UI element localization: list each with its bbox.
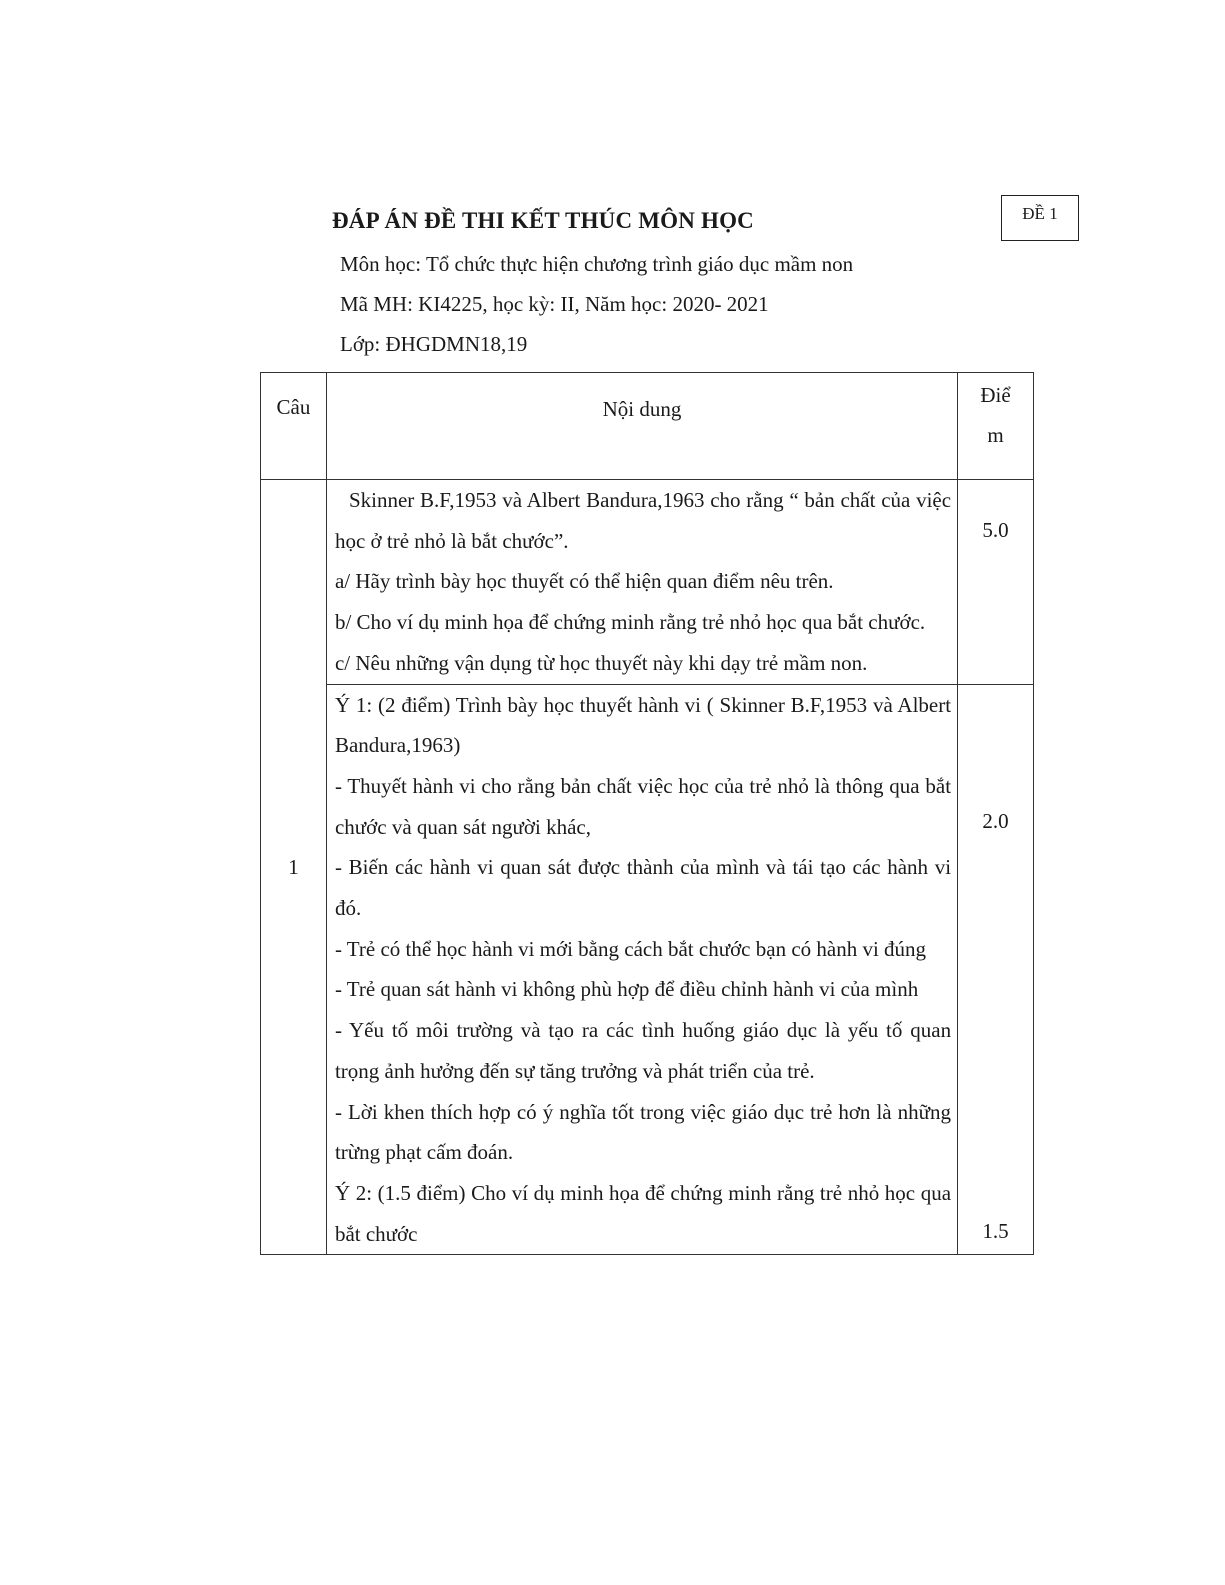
document-title: ĐÁP ÁN ĐỀ THI KẾT THÚC MÔN HỌC <box>332 208 754 233</box>
answer-line: - Lời khen thích hợp có ý nghĩa tốt trong việc giáo dục trẻ hơn là những trừng phạt cấm đoán. <box>334 1099 952 1165</box>
answer-line: - Thuyết hành vi cho rằng bản chất việc học của trẻ nhỏ là thông qua bắt chước và quan sát người khác, <box>334 773 952 839</box>
question-score-cell <box>958 480 1034 685</box>
question-line: b/ Cho ví dụ minh họa để chứng minh rằng trẻ nhỏ học qua bắt chước. <box>334 610 926 635</box>
exam-code-box: ĐỀ 1 <box>1001 195 1079 241</box>
question-content <box>326 480 957 685</box>
subject-line: Môn học: Tổ chức thực hiện chương trình giáo dục mầm non <box>340 252 854 276</box>
course-line: Mã MH: KI4225, học kỳ: II, Năm học: 2020- 2021 <box>340 292 769 316</box>
question-line: Skinner B.F,1953 và Albert Bandura,1963 cho rằng “ bản chất của việc học ở trẻ nhỏ là bắt chước”. <box>334 488 952 553</box>
table-row <box>261 480 1034 685</box>
table-row <box>261 684 1034 1255</box>
header-score-line2: m <box>987 423 1004 447</box>
answer-line: - Biến các hành vi quan sát được thành của mình và tái tạo các hành vi đó. <box>334 855 952 921</box>
answer-line: - Yếu tố môi trường và tạo ra các tình huống giáo dục là yếu tố quan trọng ảnh hưởng đến sự tăng trưởng và phát triển của trẻ. <box>334 1018 952 1083</box>
question-line: c/ Nêu những vận dụng từ học thuyết này khi dạy trẻ mầm non. <box>334 650 868 675</box>
question-number: 1 <box>261 480 327 1255</box>
answer-score-2: 1.5 <box>982 1218 1009 1243</box>
question-line: a/ Hãy trình bày học thuyết có thể hiện quan điểm nêu trên. <box>334 569 834 594</box>
answer-score-1: 2.0 <box>982 808 1009 833</box>
answer-line: - Trẻ có thể học hành vi mới bằng cách bắt chước bạn có hành vi đúng <box>334 936 927 961</box>
answer-table <box>260 372 1034 1255</box>
answer-line: Ý 2: (1.5 điểm) Cho ví dụ minh họa để chứng minh rằng trẻ nhỏ học qua bắt chước <box>334 1180 952 1246</box>
answer-line: - Trẻ quan sát hành vi không phù hợp để điều chỉnh hành vi của mình <box>334 977 919 1002</box>
answer-line: Ý 1: (2 điểm) Trình bày học thuyết hành vi ( Skinner B.F,1953 và Albert Bandura,1963) <box>334 692 952 758</box>
class-line: Lớp: ĐHGDMN18,19 <box>340 332 528 356</box>
header-content: Nội dung <box>326 373 957 480</box>
header-question: Câu <box>261 373 327 480</box>
question-score: 5.0 <box>982 518 1009 542</box>
answer-score-cell <box>958 684 1034 1255</box>
answer-content <box>326 684 957 1255</box>
header-score <box>958 373 1034 480</box>
table-header-row <box>261 373 1034 480</box>
header-score-line1: Điể <box>980 383 1011 407</box>
